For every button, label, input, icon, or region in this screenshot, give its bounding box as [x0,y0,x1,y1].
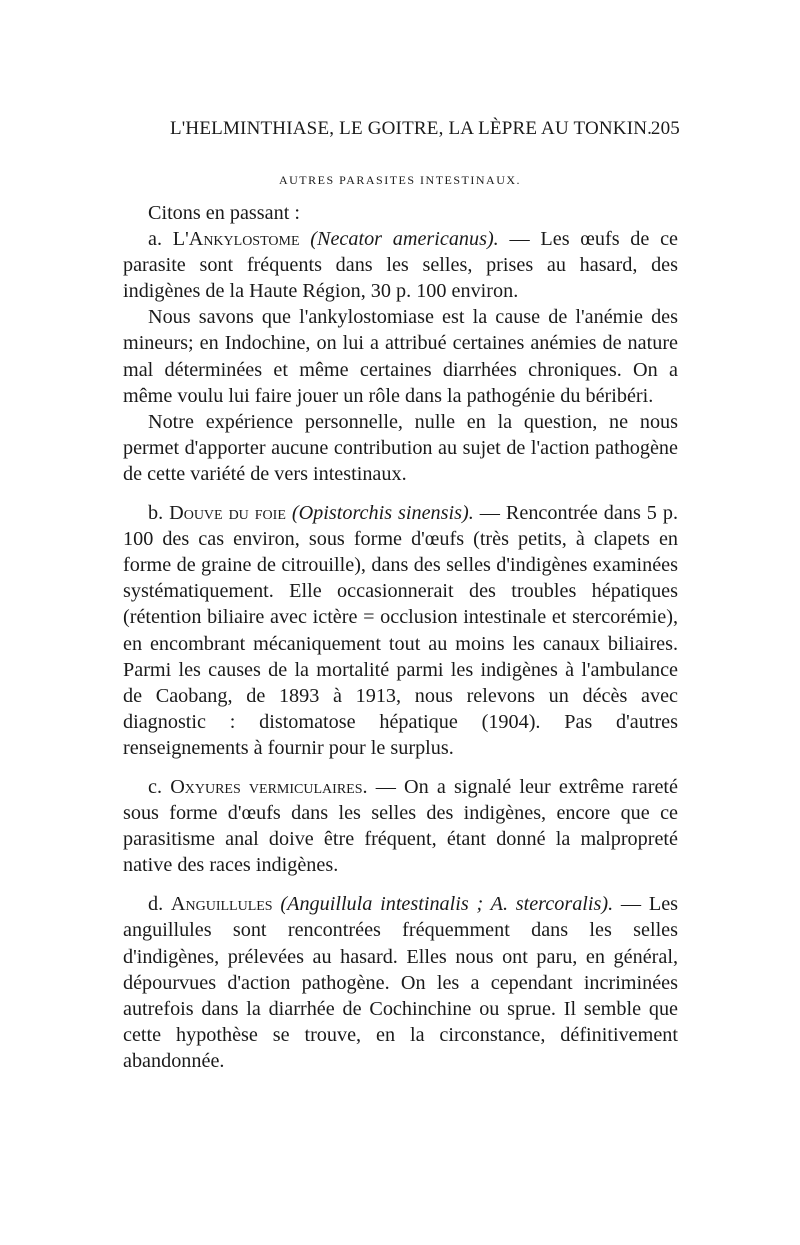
entry-d-paragraph [123,891,678,1074]
entry-a-marker: a. [148,228,163,251]
entry-c-text: — On a signalé leur extrême rareté sous forme d'œufs dans les selles des indigènes, encore que ce parasitisme anal doive être fréquent, étant donné la malpropreté native des races indigènes. [123,775,678,877]
entry-b-text: — Rencontrée dans 5 p. 100 des cas environ, sous forme d'œufs (très petits, à clapets en forme de graine de citrouille), dans des selles d'indigènes examinées systématiquement. Elle occasionnerait des troubles hépatiques (rétention biliaire avec ictère = occlusion intestinale et stercorémie), en encombrant mécaniquement tout au moins les canaux biliaires. Parmi les causes de la mortalité parmi les indigènes à l'ambulance de Caobang, de 1893 à 1913, nous relevons un décès avec diagnostic : distomatose hépatique (1904). Pas d'autres renseignements à fournir pour le surplus. [123,502,678,759]
entry-d-marker: d. [148,893,164,916]
entry-b-latin: (Opistorchis sinensis). [291,502,474,525]
entry-c-name: Oxyures vermiculaires. [170,775,368,798]
entry-a-paragraph-3: Notre expérience personnelle, nulle en la question, ne nous permet d'apporter aucune contribution au sujet de l'action pathogène de cette variété de vers intestinaux. [123,410,678,485]
entry-b-paragraph [123,500,678,761]
entry-a-name: L'Ankylostome [172,228,300,251]
page-number: 205 [650,118,680,139]
entry-d-latin: (Anguillula intestinalis ; A. stercoralis). [280,893,614,916]
body-text [123,200,678,1074]
entry-b-marker: b. [148,502,164,525]
entry-a-latin: (Necator americanus). [310,228,499,251]
entry-a-paragraph-2: Nous savons que l'ankylostomiase est la cause de l'anémie des mineurs; en Indochine, on lui a attribué certaines anémies de nature mal déterminées et même certaines diarrhées chroniques. On a même voulu lui faire jouer un rôle dans la pathogénie du béribéri. [123,306,678,407]
entry-c-paragraph [123,774,678,878]
entry-a-text: — Les œufs de ce parasite sont fréquents dans les selles, prises au hasard, des indigènes de la Haute Région, 30 p. 100 environ. [123,228,679,303]
intro-paragraph: Citons en passant : [148,202,300,224]
entry-a-paragraph [123,226,678,304]
section-heading: AUTRES PARASITES INTESTINAUX. [278,173,522,187]
entry-d-name: Anguillules [170,893,273,916]
running-title: L'HELMINTHIASE, LE GOITRE, LA LÈPRE AU TONKIN. [170,118,653,139]
entry-b-name: Douve du foie [169,502,286,525]
entry-c-marker: c. [148,775,163,798]
entry-d-text: — Les anguillules sont rencontrées fréquemment dans les selles d'indigènes, prélevées au hasard. Elles nous ont paru, en général, dépourvues d'action pathogène. On les a cependant incriminées autrefois dans la diarrhée de Cochinchine ou sprue. Il semble que cette hypothèse se trouve, en la circonstance, définitivement abandonnée. [123,893,679,1072]
